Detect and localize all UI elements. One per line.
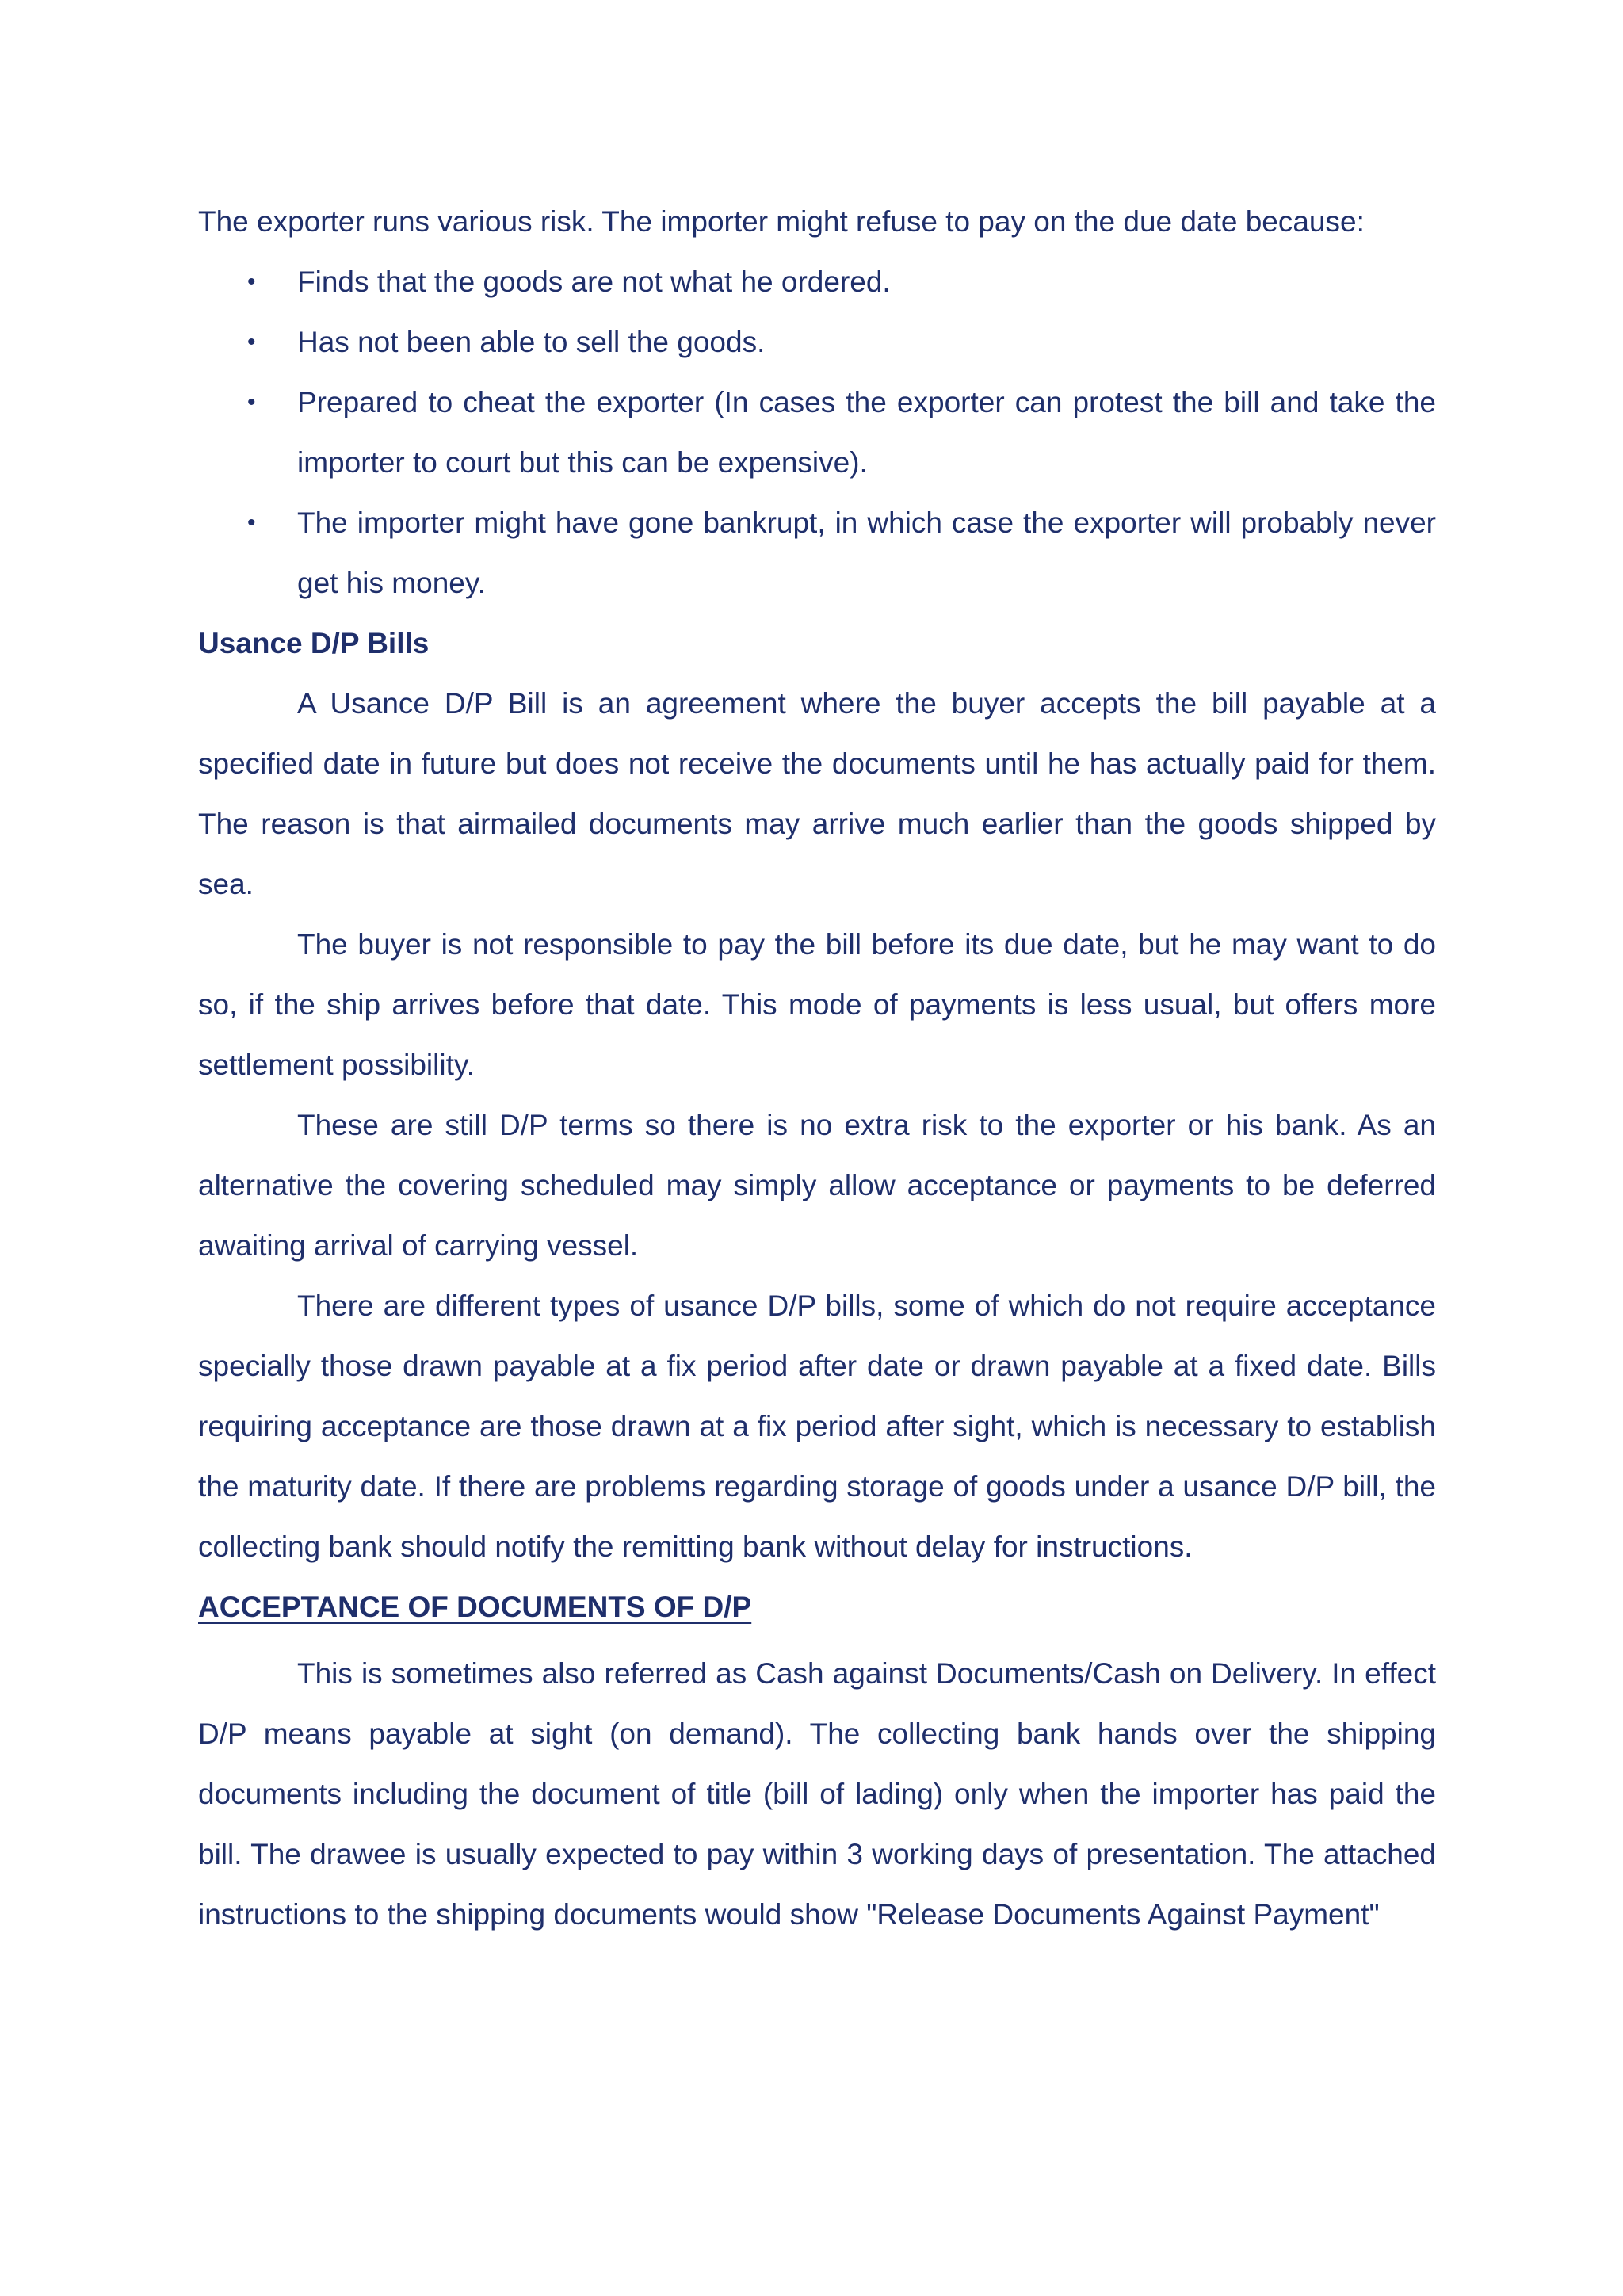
list-item-text: Prepared to cheat the exporter (In cases the exporter can protest the bill and take the importer to court but this can be expensive).	[297, 386, 1436, 479]
bullet-icon: •	[247, 329, 256, 355]
list-item	[247, 372, 1436, 493]
bullet-icon: •	[247, 389, 256, 415]
intro-paragraph: The exporter runs various risk. The importer might refuse to pay on the due date because:	[198, 205, 1365, 238]
usance-paragraph: A Usance D/P Bill is an agreement where the buyer accepts the bill payable at a specified date in future but does not receive the documents until he has actually paid for them. The reason is that airmailed documents may arrive much earlier than the goods shipped by sea.	[198, 687, 1436, 900]
usance-paragraph: There are different types of usance D/P bills, some of which do not require acceptance specially those drawn payable at a fix period after date or drawn payable at a fixed date. Bills requiring acceptance are those drawn at a fix period after sight, which is necessary to establish the maturity date. If there are problems regarding storage of goods under a usance D/P bill, the collecting bank should notify the remitting bank without delay for instructions.	[198, 1289, 1436, 1563]
document-page	[198, 192, 1436, 1945]
risk-list	[198, 252, 1436, 613]
bullet-icon: •	[247, 269, 256, 295]
usance-heading: Usance D/P Bills	[198, 627, 430, 659]
list-item	[247, 312, 1436, 372]
usance-paragraph: These are still D/P terms so there is no extra risk to the exporter or his bank. As an alternative the covering scheduled may simply allow acceptance or payments to be deferred awaiting arrival of carrying vessel.	[198, 1109, 1436, 1262]
list-item	[247, 252, 1436, 312]
usance-paragraph: The buyer is not responsible to pay the bill before its due date, but he may want to do so, if the ship arrives before that date. This mode of payments is less usual, but offers more settlement possibility.	[198, 928, 1436, 1081]
list-item	[247, 493, 1436, 613]
list-item-text: Has not been able to sell the goods.	[297, 326, 766, 358]
list-item-text: The importer might have gone bankrupt, in which case the exporter will probably never get his money.	[297, 506, 1436, 599]
bullet-icon: •	[247, 510, 256, 536]
list-item-text: Finds that the goods are not what he ordered.	[297, 266, 891, 298]
acceptance-paragraph: This is sometimes also referred as Cash against Documents/Cash on Delivery. In effect D/P means payable at sight (on demand). The collecting bank hands over the shipping documents including the document of title (bill of lading) only when the importer has paid the bill. The drawee is usually expected to pay within 3 working days of presentation. The attached instructions to the shipping documents would show "Release Documents Against Payment"	[198, 1657, 1436, 1931]
acceptance-heading: ACCEPTANCE OF DOCUMENTS OF D/P	[198, 1591, 752, 1623]
